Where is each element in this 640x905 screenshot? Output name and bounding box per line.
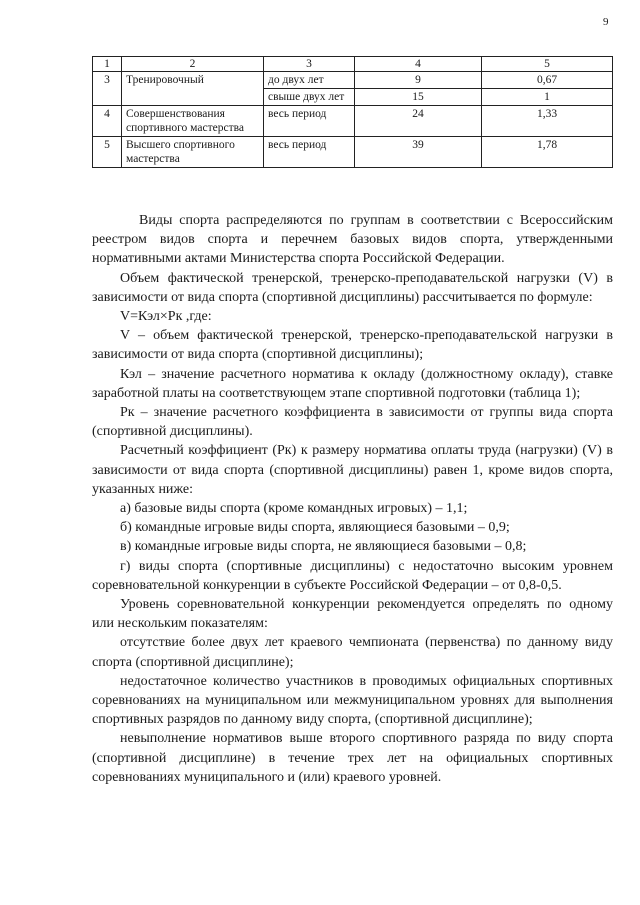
row-number: 3 [93, 72, 122, 106]
paragraph: невыполнение нормативов выше второго спортивного разряда по виду спорта (спортивной дисциплине) в течение трех лет на официальных спортивных соревнованиях муниципального и (или) краевого уровней. [92, 731, 613, 785]
body-text [92, 211, 613, 787]
stage-name: Совершенствования спортивного мастерства [122, 106, 264, 137]
paragraph: Кэл – значение расчетного норматива к окладу (должностному окладу), ставке заработной платы на соответствующем этапе спортивной подготовки (таблица 1); [92, 366, 613, 401]
formula: V=Кэл×Рк ,где: [120, 309, 212, 325]
paragraph: недостаточное количество участников в проводимых официальных спортивных соревнованиях на муниципальном или межмуниципальном уровнях для выполнения спортивных разрядов по данному виду спорта, (спортивной дисциплине); [92, 673, 613, 728]
row-number: 4 [93, 106, 122, 137]
header-cell: 1 [93, 57, 122, 72]
header-cell: 3 [264, 57, 355, 72]
coef-value: 1 [482, 89, 613, 106]
stage-period: весь период [264, 137, 355, 168]
coef-value: 1,78 [482, 137, 613, 168]
header-cell: 5 [482, 57, 613, 72]
paragraph: отсутствие более двух лет краевого чемпионата (первенства) по данному виду спорта (спортивной дисциплине); [92, 635, 613, 670]
header-cell: 2 [122, 57, 264, 72]
norm-value: 39 [355, 137, 482, 168]
stage-period: весь период [264, 106, 355, 137]
page-number: 9 [603, 16, 609, 28]
list-item: в) командные игровые виды спорта, не являющиеся базовыми – 0,8; [120, 539, 527, 555]
list-item: б) командные игровые виды спорта, являющиеся базовыми – 0,9; [120, 520, 510, 536]
paragraph: V – объем фактической тренерской, тренерско-преподавательской нагрузки в зависимости от вида спорта (спортивной дисциплины); [92, 328, 613, 363]
norm-value: 9 [355, 72, 482, 89]
list-item: а) базовые виды спорта (кроме командных игровых) – 1,1; [120, 501, 468, 517]
paragraph: Объем фактической тренерской, тренерско-преподавательской нагрузки (V) в зависимости от вида спорта (спортивной дисциплины) рассчитывается по формуле: [92, 270, 613, 305]
table-row [93, 72, 613, 89]
table-row [93, 137, 613, 168]
stage-name: Тренировочный [122, 72, 264, 106]
row-number: 5 [93, 137, 122, 168]
norm-value: 24 [355, 106, 482, 137]
stage-name: Высшего спортивного мастерства [122, 137, 264, 168]
paragraph: Расчетный коэффициент (Рк) к размеру норматива оплаты труда (нагрузки) (V) в зависимости от вида спорта (спортивной дисциплины) равен 1, кроме видов спорта, указанных ниже: [92, 443, 613, 497]
coef-value: 0,67 [482, 72, 613, 89]
paragraph: Уровень соревновательной конкуренции рекомендуется определять по одному или нескольким показателям: [92, 597, 613, 632]
paragraph: Рк – значение расчетного коэффициента в зависимости от группы вида спорта (спортивной дисциплины). [92, 405, 613, 440]
paragraph: Виды спорта распределяются по группам в соответствии с Всероссийским реестром видов спорта и перечнем базовых видов спорта, утвержденными нормативными актами Министерства спорта Российской Федерации. [92, 213, 613, 267]
table-header-row [93, 57, 613, 72]
list-item: г) виды спорта (спортивные дисциплины) с недостаточно высоким уровнем соревновательной конкуренции в субъекте Российской Федерации – от 0,8-0,5. [92, 558, 613, 593]
stage-period: свыше двух лет [264, 89, 355, 106]
coef-value: 1,33 [482, 106, 613, 137]
header-cell: 4 [355, 57, 482, 72]
coefficient-table [92, 56, 613, 168]
norm-value: 15 [355, 89, 482, 106]
table-row [93, 106, 613, 137]
stage-period: до двух лет [264, 72, 355, 89]
